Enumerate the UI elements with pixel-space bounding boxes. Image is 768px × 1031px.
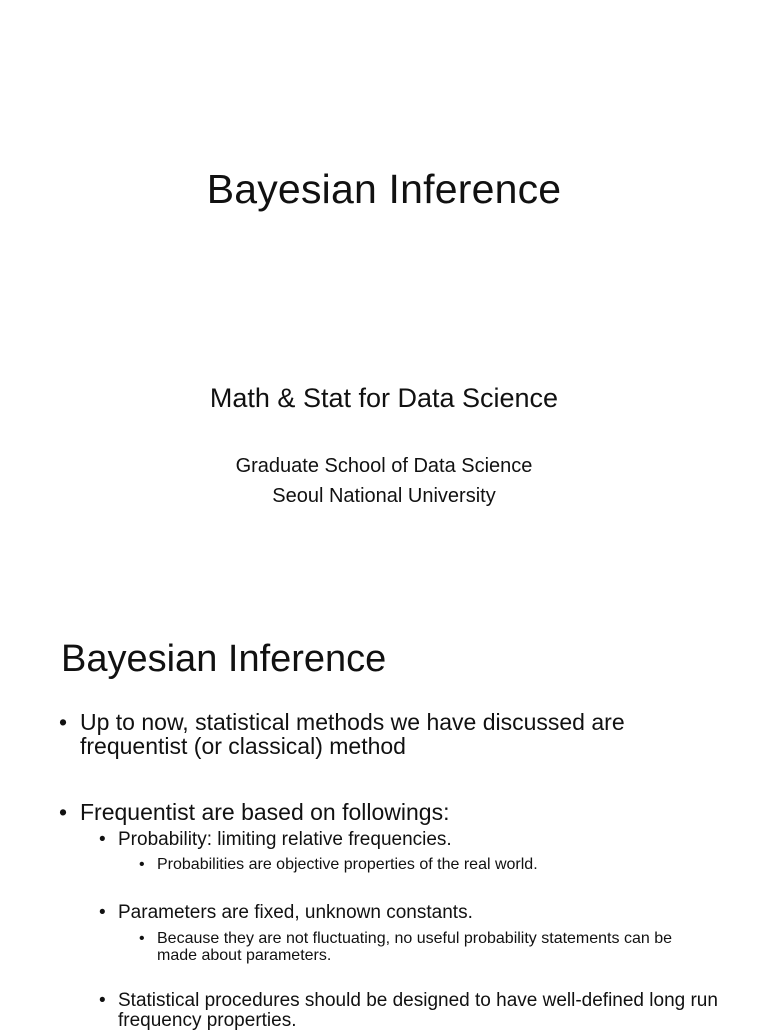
- bullet-level1-frequentist-methods: [59, 710, 719, 758]
- bullet-level2-parameters: [99, 903, 719, 923]
- course-subtitle: Math & Stat for Data Science: [209, 383, 559, 413]
- bullet-marker: •: [139, 930, 145, 947]
- bullet-marker: •: [59, 709, 68, 735]
- bullet-text: Frequentist are based on followings:: [80, 799, 450, 825]
- bullet-marker: •: [139, 856, 145, 873]
- bullet-marker: •: [99, 990, 106, 1011]
- bullet-level2-probability: [99, 830, 719, 850]
- bullet-level2-statistical-procedures: [99, 991, 719, 1031]
- presentation-title: Bayesian Inference: [206, 166, 562, 212]
- bullet-text: Parameters are fixed, unknown constants.: [118, 902, 473, 923]
- affiliation-university: Seoul National University: [272, 485, 496, 507]
- slide-title: Bayesian Inference: [61, 638, 387, 680]
- bullet-text: Up to now, statistical methods we have discussed are frequentist (or classical) method: [80, 709, 625, 759]
- bullet-text: Probabilities are objective properties of the real world.: [157, 856, 538, 873]
- bullet-level1-frequentist-basis: [59, 800, 719, 824]
- bullet-level3-no-probability-statements: [139, 930, 709, 964]
- content-slide: [0, 580, 768, 1031]
- bullet-marker: •: [99, 902, 106, 923]
- bullet-text: Because they are not fluctuating, no useful probability statements can be made about parameters.: [157, 930, 672, 964]
- bullet-marker: •: [59, 799, 68, 825]
- affiliation-school: Graduate School of Data Science: [235, 455, 533, 477]
- bullet-text: Statistical procedures should be designed to have well-defined long run frequency properties.: [118, 990, 718, 1031]
- bullet-marker: •: [99, 829, 106, 850]
- bullet-level3-objective-properties: [139, 856, 709, 873]
- bullet-text: Probability: limiting relative frequencies.: [118, 829, 452, 850]
